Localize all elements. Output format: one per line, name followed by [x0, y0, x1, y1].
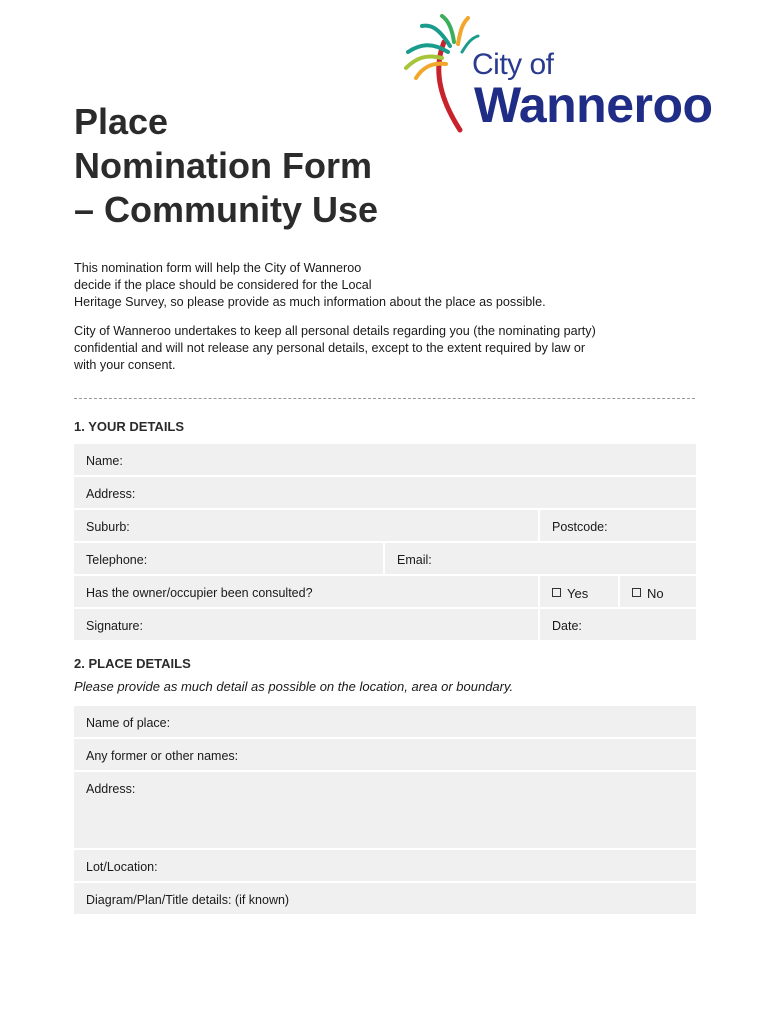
signature-label: Signature:: [86, 619, 143, 633]
postcode-field[interactable]: [540, 510, 696, 541]
intro-paragraph-1: [74, 260, 699, 311]
lot-location-field[interactable]: [74, 850, 696, 881]
address-label: Address:: [86, 487, 136, 501]
title-line-2: Nomination Form: [74, 145, 372, 186]
suburb-label: Suburb:: [86, 520, 130, 534]
title-line-1: Place: [74, 101, 169, 142]
lot-location-label: Lot/Location:: [86, 860, 158, 874]
kangaroo-paw-logo-icon: [402, 12, 482, 134]
name-field[interactable]: [74, 444, 696, 475]
diagram-details-label: Diagram/Plan/Title details: (if known): [86, 893, 290, 907]
intro-text: [74, 260, 699, 386]
telephone-label: Telephone:: [86, 553, 148, 567]
no-label: No: [647, 586, 664, 601]
section-2-note: Please provide as much detail as possible on the location, area or boundary.: [74, 679, 514, 694]
checkbox-icon: [552, 588, 561, 597]
consulted-question: [74, 576, 538, 607]
place-address-label: Address:: [86, 782, 136, 796]
signature-field[interactable]: [74, 609, 538, 640]
logo-line2: Wanneroo: [474, 77, 713, 133]
date-field[interactable]: [540, 609, 696, 640]
suburb-field[interactable]: [74, 510, 538, 541]
intro-p1-line-2: decide if the place should be considered for the Local: [74, 278, 372, 292]
intro-p1-line-3: Heritage Survey, so please provide as much information about the place as possible.: [74, 295, 546, 309]
intro-paragraph-2: [74, 323, 699, 374]
title-line-3: – Community Use: [74, 189, 379, 230]
section-1-heading: 1. YOUR DETAILS: [74, 419, 185, 434]
yes-label: Yes: [567, 586, 589, 601]
consulted-no-checkbox[interactable]: [620, 576, 696, 607]
intro-p1-line-1: This nomination form will help the City of Wanneroo: [74, 261, 362, 275]
consulted-yes-checkbox[interactable]: [540, 576, 618, 607]
consulted-label: Has the owner/occupier been consulted?: [86, 586, 313, 600]
section-2-heading: 2. PLACE DETAILS: [74, 656, 191, 671]
email-field[interactable]: [385, 543, 696, 574]
place-address-field[interactable]: [74, 772, 696, 848]
intro-p2-line-2: confidential and will not release any personal details, except to the extent required by law or: [74, 341, 586, 355]
postcode-label: Postcode:: [552, 520, 608, 534]
diagram-details-field[interactable]: [74, 883, 696, 914]
former-names-field[interactable]: [74, 739, 696, 770]
email-label: Email:: [397, 553, 432, 567]
city-logo: [402, 12, 754, 134]
checkbox-icon: [632, 588, 641, 597]
page-title: [74, 100, 378, 232]
place-name-field[interactable]: [74, 706, 696, 737]
intro-p2-line-3: with your consent.: [74, 358, 176, 372]
divider: [74, 398, 695, 399]
telephone-field[interactable]: [74, 543, 383, 574]
former-names-label: Any former or other names:: [86, 749, 239, 763]
name-label: Name:: [86, 454, 123, 468]
address-field[interactable]: [74, 477, 696, 508]
place-name-label: Name of place:: [86, 716, 171, 730]
intro-p2-line-1: City of Wanneroo undertakes to keep all personal details regarding you (the nominating party): [74, 324, 596, 338]
logo-line1: City of: [472, 48, 554, 81]
date-label: Date:: [552, 619, 582, 633]
